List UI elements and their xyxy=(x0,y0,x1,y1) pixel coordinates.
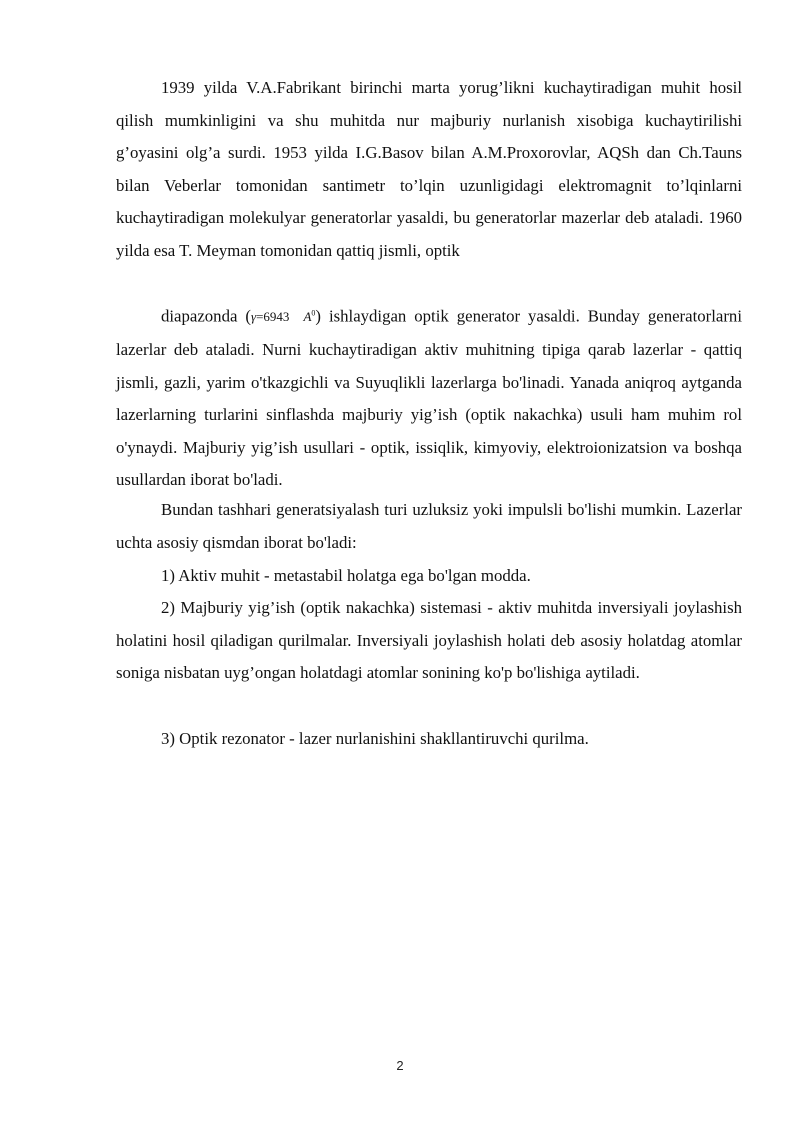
formula-value: =6943 xyxy=(256,309,290,325)
list-item-pumping-system: 2) Majburiy yig’ish (optik nakachka) sistemasi - aktiv muhitda inversiyali joylashish holatini hosil qiladigan qurilmalar. Inversiyali joylashish holati deb asosiy holatdag atomlar soniga nisbatan uyg’ongan holatdagi atomlar sonining ko'p bo'lishiga aytiladi. xyxy=(116,598,742,683)
page-number: 2 xyxy=(396,1058,404,1073)
formula-symbol: γ xyxy=(250,309,257,325)
paragraph-history: 1939 yilda V.A.Fabrikant birinchi marta yorug’likni kuchaytiradigan muhit hosil qilish mumkinligini va shu muhitda nur majburiy nurlanish xisobiga kuchaytirilishi g’oyasini olg’a surdi. 1953 yilda I.G.Basov bilan A.M.Proxorovlar, AQSh dan Ch.Tauns bilan Veberlar tomonidan santimetr to’lqin uzunligidagi elektromagnit to’lqinlarni kuchaytiradigan molekulyar generatorlar yasaldi, bu generatorlar mazerlar deb ataladi. 1960 yilda esa T. Meyman tomonidan qattiq jismli, optik xyxy=(116,78,742,260)
wavelength-formula xyxy=(251,309,315,324)
list-item-optical-resonator: 3) Optik rezonator - lazer nurlanishini shakllantiruvchi qurilma. xyxy=(161,729,589,748)
formula-unit: A xyxy=(303,309,312,325)
paragraph-text-end: ) ishlaydigan optik generator yasaldi. Bunday generatorlarni lazerlar deb ataladi. Nurni kuchaytiradigan aktiv muhitning tipiga qarab lazerlar - qattiq jismli, gazli, yarim o'tkazgichli va Suyuqlikli lazerlarga bo'linadi. Yanada aniqroq aytganda lazerlarning turlarini sinflashda majburiy yig’ish (optik nakachka) usuli ham muhim rol o'ynaydi. Majburiy yig’ish usullari - optik, issiqlik, kimyoviy, elektroionizatsion va boshqa usullardan iborat bo'ladi. xyxy=(116,306,742,490)
list-item-active-medium: 1) Aktiv muhit - metastabil holatga ega bo'lgan modda. xyxy=(161,566,531,585)
paragraph-text-start: diapazonda ( xyxy=(161,306,251,326)
paragraph-generation-types: Bundan tashhari generatsiyalash turi uzluksiz yoki impulsli bo'lishi mumkin. Lazerlar uchta asosiy qismdan iborat bo'ladi: xyxy=(116,500,742,552)
formula-superscript: 0 xyxy=(311,309,316,318)
paragraph-optical-generator xyxy=(116,298,742,497)
